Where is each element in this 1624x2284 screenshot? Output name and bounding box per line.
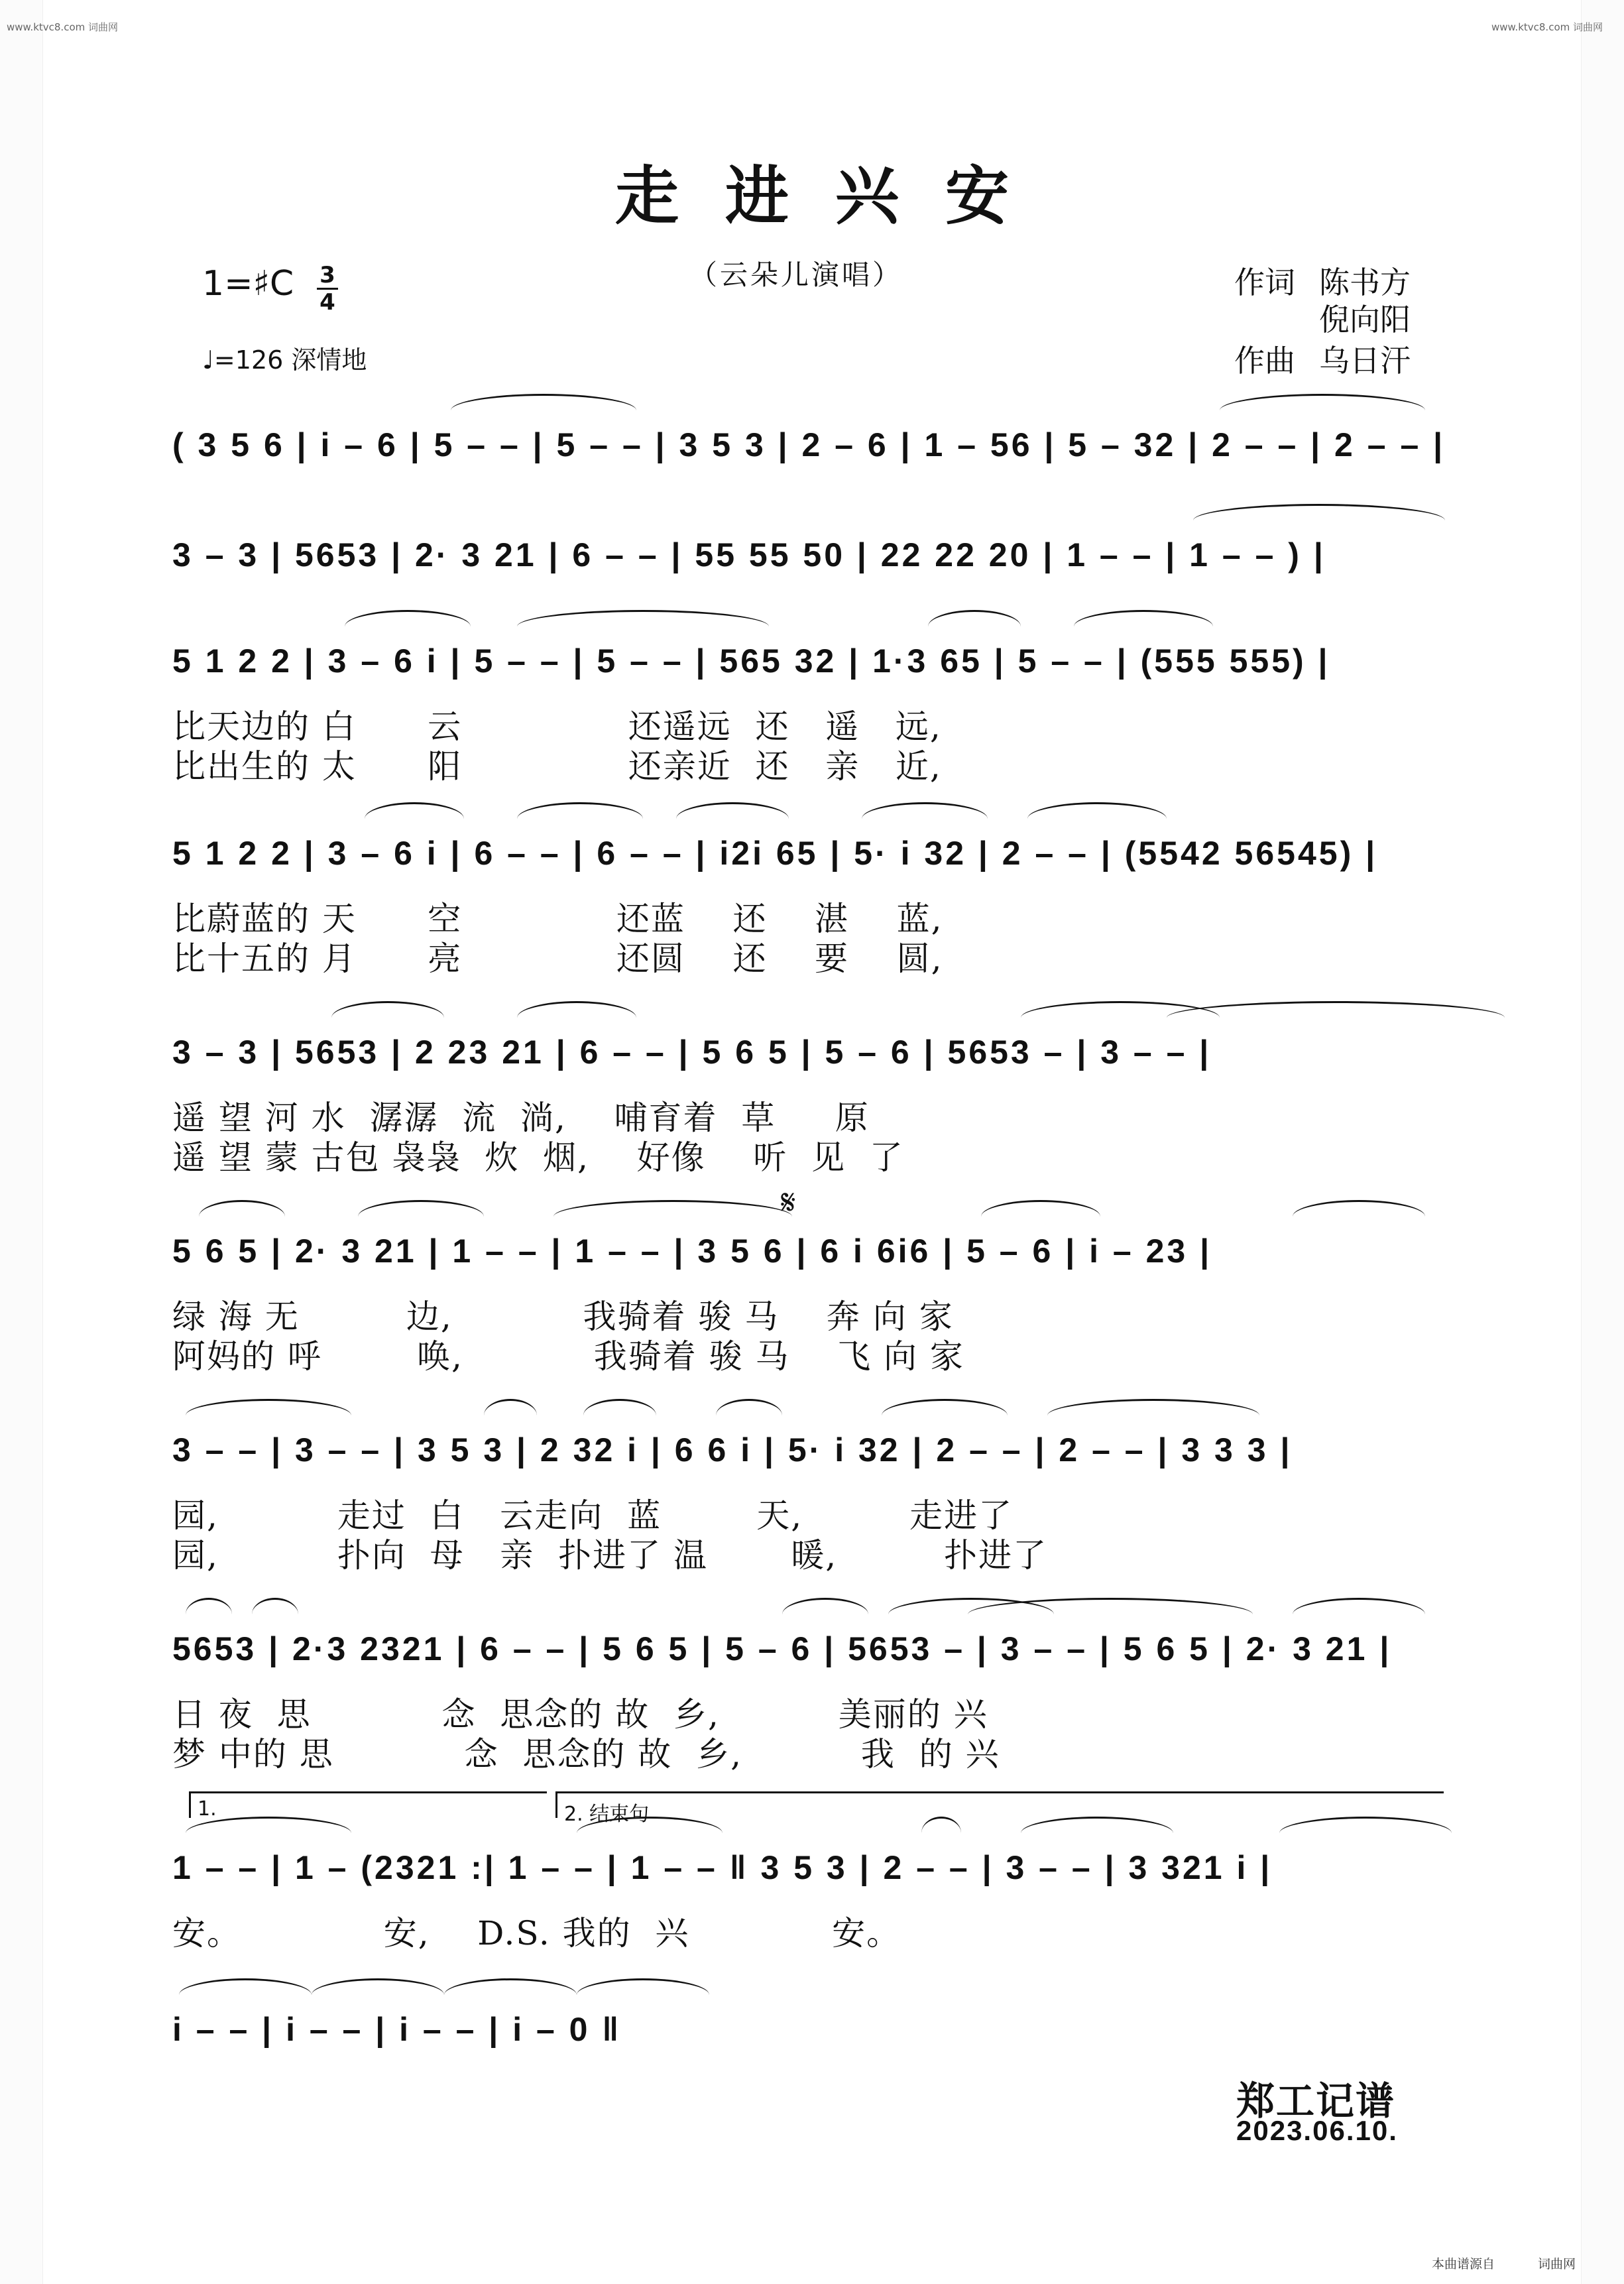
tempo-marking: ♩=126 深情地 [202,345,367,375]
lyric-verse-1: 遥 望 河 水 潺潺 流 淌, 哺育着 草 原 [172,1099,870,1137]
lyric-verse-1: 安。 安, D.S. 我的 兴 安。 [172,1914,901,1953]
tie-arc [444,1978,577,1995]
tie-arc [1047,1399,1259,1415]
composer-name: 乌日汗 [1319,343,1411,379]
composer-label: 作曲 [1234,343,1295,379]
tie-arc [1193,504,1445,520]
slur-arc [345,610,471,627]
tie-arc [186,1399,351,1415]
notation-line: 5 1 2 2 | 3 – 6 i | 5 – – | 5 – – | 565 32 | 1·3 65 | 5 – – | (555 555) | [172,642,1330,680]
page-margin-left [0,0,43,2284]
lyric-verse-2: 比出生的 太 阳 还亲近 还 亲 近, [172,747,942,786]
site-watermark-right: www.ktvc8.com 词曲网 [1491,21,1603,33]
lyric-verse-2: 园, 扑向 母 亲 扑进了 温 暖, 扑进了 [172,1536,1048,1575]
volta-bracket-2 [555,1791,1444,1826]
slur-arc [583,1399,656,1415]
lyric-verse-1: 日 夜 思 念 思念的 故 乡, 美丽的 兴 [172,1695,988,1734]
volta-bracket-1 [189,1791,547,1821]
slur-arc [862,802,988,819]
lyric-verse-1: 比天边的 白 云 还遥远 还 遥 远, [172,707,942,746]
notation-line: 1 – – | 1 – (2321 :| 1 – – | 1 – – ‖ 3 5 3 | 2 – – | 3 – – | 3 321 i | [172,1849,1273,1886]
lyric-verse-1: 绿 海 无 边, 我骑着 骏 马 奔 向 家 [172,1297,954,1336]
tie-arc [451,394,636,410]
slur-arc [358,1200,484,1217]
lyricist-2: 倪向阳 [1319,302,1411,337]
footer-source-label: 本曲谱源自 [1432,2257,1495,2271]
slur-arc [882,1399,1008,1415]
volta-1-label: 1. [198,1797,217,1821]
lyric-verse-1: 园, 走过 白 云走向 蓝 天, 走进了 [172,1496,1014,1535]
transcription-date: 2023.06.10. [1236,2115,1398,2146]
notation-line: ( 3 5 6 | i – 6 | 5 – – | 5 – – | 3 5 3 | 2 – 6 | 1 – 56 | 5 – 32 | 2 – – | 2 – – | [172,426,1446,463]
page-margin-right [1581,0,1624,2284]
notation-line: 5653 | 2·3 2321 | 6 – – | 5 6 5 | 5 – 6 | 5653 – | 3 – – | 5 6 5 | 2· 3 21 | [172,1630,1392,1667]
footer-site-label: 词曲网 [1538,2257,1576,2271]
slur-arc [365,802,464,819]
slur-arc [186,1598,232,1614]
transcriber-signature: 郑工记谱 [1236,2078,1396,2124]
tie-arc [1021,1817,1173,1833]
meter-top: 3 [319,262,335,288]
segno-sign: 𝄋 [781,1183,796,1223]
slur-arc [484,1399,537,1415]
lyric-verse-2: 遥 望 蒙 古包 袅袅 炊 烟, 好像 听 见 了 [172,1138,904,1177]
slur-arc [1293,1598,1425,1614]
notation-line: 3 – 3 | 5653 | 2 23 21 | 6 – – | 5 6 5 | 5 – 6 | 5653 – | 3 – – | [172,1034,1212,1071]
lyric-verse-2: 梦 中的 思 念 思念的 故 乡, 我 的 兴 [172,1735,1000,1773]
slur-arc [921,1817,961,1833]
slur-arc [928,610,1021,627]
slur-arc [252,1598,298,1614]
key-signature: 1=♯C [202,264,294,304]
song-title: 走进兴安 [615,158,1055,233]
notation-line: 3 – – | 3 – – | 3 5 3 | 2 32 i | 6 6 i | 5· i 32 | 2 – – | 2 – – | 3 3 3 | [172,1431,1293,1469]
lyric-verse-2: 比十五的 月 亮 还圆 还 要 圆, [172,939,943,978]
lyric-verse-1: 比蔚蓝的 天 空 还蓝 还 湛 蓝, [172,900,943,938]
meter-bottom: 4 [319,289,335,316]
lyric-verse-2: 阿妈的 呼 唤, 我骑着 骏 马 飞 向 家 [172,1337,964,1376]
slur-arc [981,1200,1100,1217]
lyricist-label: 作词 [1234,265,1295,300]
tie-arc [312,1978,444,1995]
notation-line: 3 – 3 | 5653 | 2· 3 21 | 6 – – | 55 55 50 | 22 22 20 | 1 – – | 1 – – ) | [172,536,1326,573]
slur-arc [199,1200,285,1217]
tie-arc [179,1978,312,1995]
slur-arc [782,1598,868,1614]
slur-arc [1293,1200,1425,1217]
site-watermark-left: www.ktvc8.com 词曲网 [7,21,119,33]
tie-arc [577,1978,709,1995]
slur-arc [331,1001,444,1018]
tie-arc [1220,394,1425,410]
lyricist-1: 陈书方 [1319,265,1411,300]
tie-arc [553,1200,792,1217]
slur-arc [517,802,643,819]
tie-arc [1167,1001,1505,1018]
tie-arc [676,802,789,819]
slur-arc [1027,802,1167,819]
slur-arc [1074,610,1213,627]
slur-arc [716,1399,782,1415]
volta-2-label: 2. 结束句 [564,1803,650,1826]
notation-line: 5 1 2 2 | 3 – 6 i | 6 – – | 6 – – | i2i 65 | 5· i 32 | 2 – – | (5542 56545) | [172,835,1378,872]
notation-line: i – – | i – – | i – – | i – 0 ‖ [172,2011,622,2048]
notation-line: 5 6 5 | 2· 3 21 | 1 – – | 1 – – | 3 5 6 | 6 i 6i6 | 5 – 6 | i – 23 | [172,1232,1212,1270]
slur-arc [517,1001,636,1018]
tie-arc [517,610,769,627]
slur-arc [1279,1817,1452,1833]
time-signature [317,263,338,315]
performer-subtitle: （云朵儿演唱） [689,259,903,291]
